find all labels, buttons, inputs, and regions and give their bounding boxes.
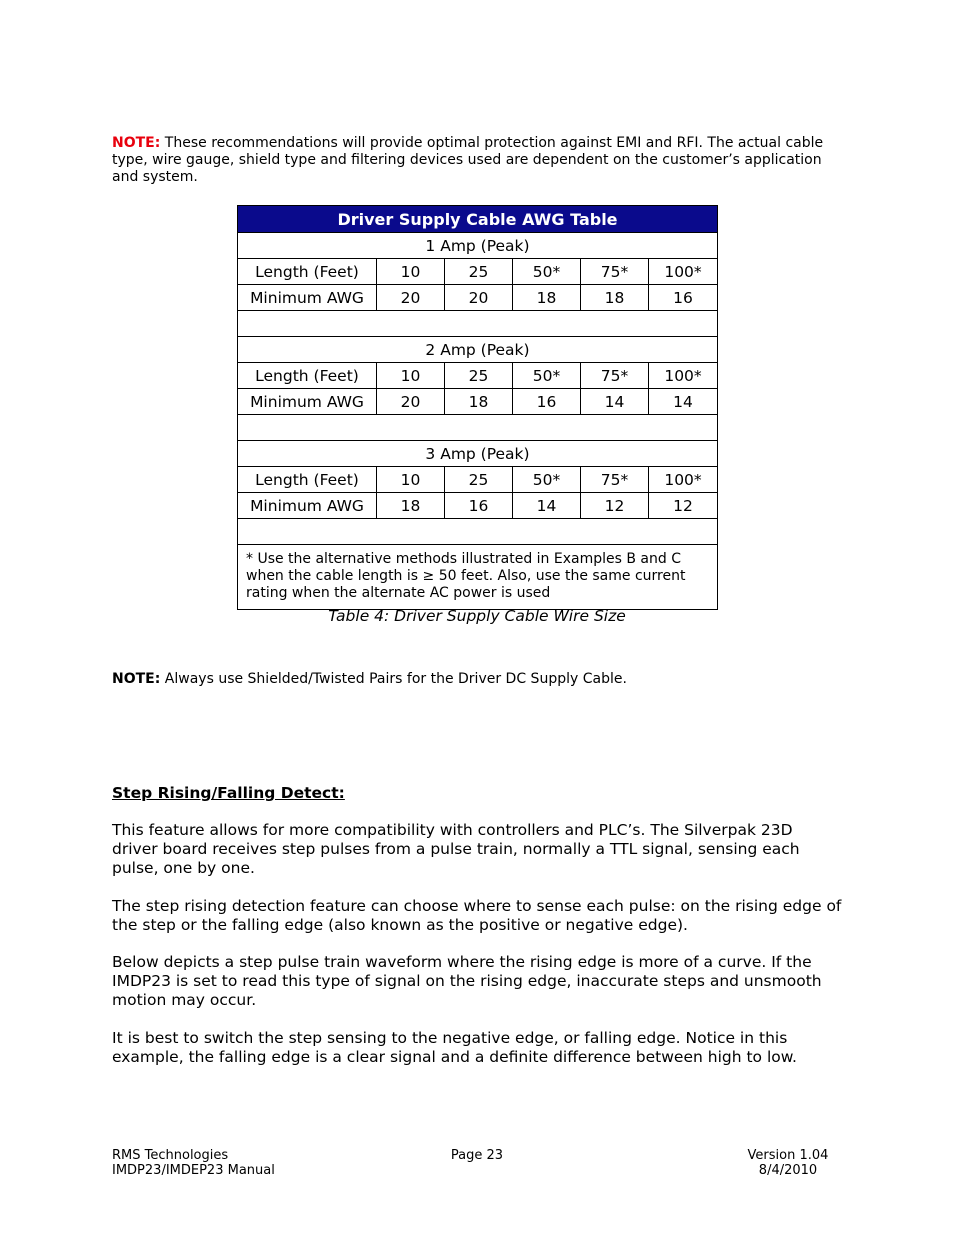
table-cell: 12 <box>581 493 649 519</box>
blank-row <box>238 415 718 441</box>
row-label: Minimum AWG <box>238 389 377 415</box>
table-title: Driver Supply Cable AWG Table <box>238 206 718 233</box>
table-row <box>238 389 718 415</box>
table-cell: 10 <box>377 363 445 389</box>
note-label: NOTE: <box>112 671 161 687</box>
table-cell: 20 <box>377 285 445 311</box>
footer-version: Version 1.04 <box>747 1148 829 1163</box>
table-cell: 18 <box>445 389 513 415</box>
table-cell: 18 <box>581 285 649 311</box>
table-cell: 25 <box>445 363 513 389</box>
table-cell: 16 <box>649 285 718 311</box>
footer-left <box>112 1148 275 1178</box>
table-cell: 14 <box>513 493 581 519</box>
table-cell: 14 <box>581 389 649 415</box>
row-label: Minimum AWG <box>238 493 377 519</box>
section-heading: 1 Amp (Peak) <box>238 233 718 259</box>
table-cell: 10 <box>377 467 445 493</box>
paragraph: It is best to switch the step sensing to the negative edge, or falling edge. Notice in this example, the falling edge is a clear signal and a definite difference between high to low. <box>112 1029 797 1066</box>
table-cell: 16 <box>513 389 581 415</box>
paragraph: The step rising detection feature can choose where to sense each pulse: on the rising edge of the step or the falling edge (also known as the positive or negative edge). <box>112 897 842 934</box>
table-row <box>238 285 718 311</box>
note-shielded-pairs <box>112 671 627 687</box>
table-row <box>238 259 718 285</box>
table-caption: Table 4: Driver Supply Cable Wire Size <box>328 607 626 625</box>
table-cell: 75* <box>581 259 649 285</box>
table-cell: 100* <box>649 259 718 285</box>
footer-manual: IMDP23/IMDEP23 Manual <box>112 1163 275 1178</box>
table-cell: 25 <box>445 467 513 493</box>
driver-supply-cable-awg-table <box>237 205 718 610</box>
row-label: Length (Feet) <box>238 259 377 285</box>
note-emi-rfi <box>112 135 842 186</box>
footer-page-number: Page 23 <box>450 1148 504 1163</box>
table-row <box>238 493 718 519</box>
section-heading-step-detect: Step Rising/Falling Detect: <box>112 784 345 802</box>
table-cell: 10 <box>377 259 445 285</box>
table-cell: 16 <box>445 493 513 519</box>
section-heading: 3 Amp (Peak) <box>238 441 718 467</box>
table-cell: 75* <box>581 363 649 389</box>
table-cell: 12 <box>649 493 718 519</box>
table-cell: 100* <box>649 467 718 493</box>
footer-right <box>732 1148 844 1178</box>
section-heading: 2 Amp (Peak) <box>238 337 718 363</box>
table-cell: 100* <box>649 363 718 389</box>
table-cell: 50* <box>513 467 581 493</box>
footer-date: 8/4/2010 <box>758 1163 818 1178</box>
table-cell: 50* <box>513 363 581 389</box>
table-cell: 14 <box>649 389 718 415</box>
table-cell: 75* <box>581 467 649 493</box>
table-row <box>238 467 718 493</box>
table-cell: 18 <box>513 285 581 311</box>
row-label: Length (Feet) <box>238 467 377 493</box>
table-cell: 18 <box>377 493 445 519</box>
footer-company: RMS Technologies <box>112 1148 229 1163</box>
table-row <box>238 363 718 389</box>
note-label: NOTE: <box>112 135 161 151</box>
blank-row <box>238 311 718 337</box>
row-label: Minimum AWG <box>238 285 377 311</box>
table-footnote: * Use the alternative methods illustrated in Examples B and C when the cable length is ≥ 50 feet. Also, use the same current rating when the alternate AC power is used <box>238 545 718 610</box>
row-label: Length (Feet) <box>238 363 377 389</box>
note-text: Always use Shielded/Twisted Pairs for the Driver DC Supply Cable. <box>160 671 627 687</box>
table-cell: 25 <box>445 259 513 285</box>
table-cell: 20 <box>445 285 513 311</box>
paragraph: Below depicts a step pulse train waveform where the rising edge is more of a curve. If the IMDP23 is set to read this type of signal on the rising edge, inaccurate steps and unsmooth motion may occur. <box>112 953 822 1009</box>
table-cell: 20 <box>377 389 445 415</box>
table-cell: 50* <box>513 259 581 285</box>
paragraph: This feature allows for more compatibility with controllers and PLC’s. The Silverpak 23D driver board receives step pulses from a pulse train, normally a TTL signal, sensing each pulse, one by one. <box>112 821 800 877</box>
blank-row <box>238 519 718 545</box>
note-text: These recommendations will provide optimal protection against EMI and RFI. The actual cable type, wire gauge, shield type and filtering devices used are dependent on the customer’s application and system. <box>112 135 824 185</box>
